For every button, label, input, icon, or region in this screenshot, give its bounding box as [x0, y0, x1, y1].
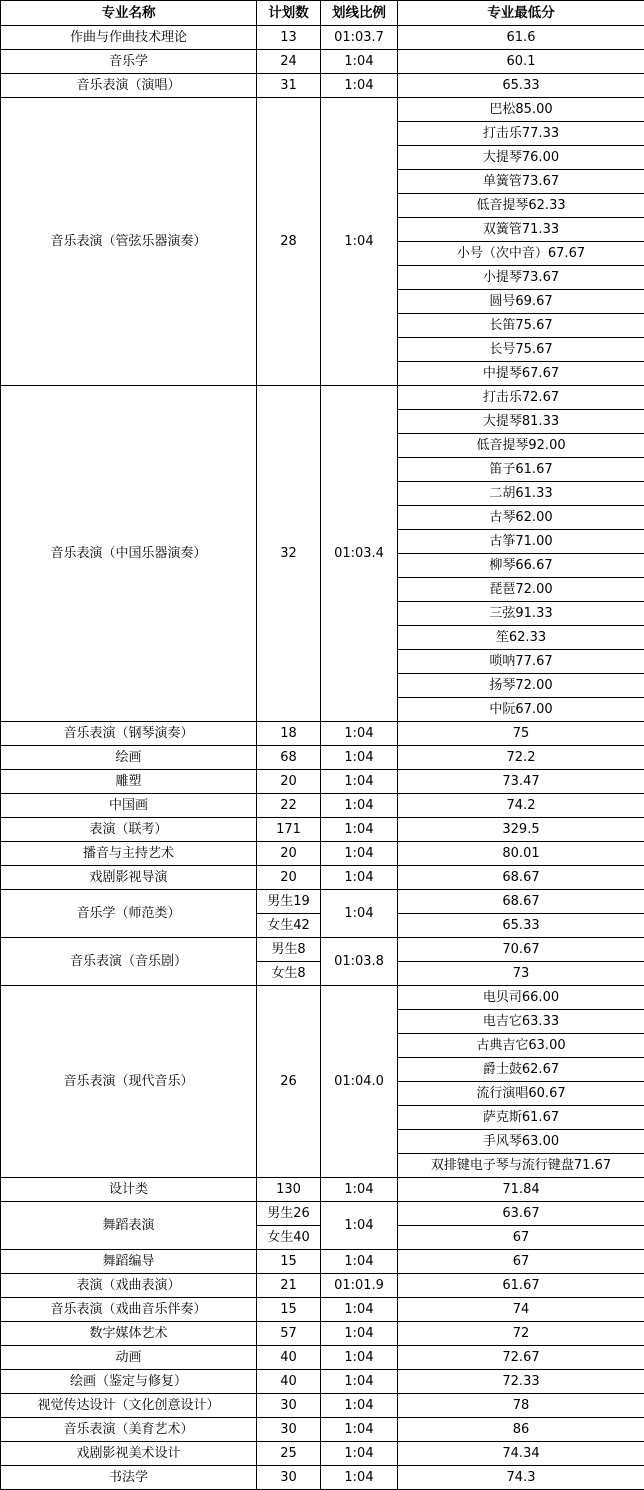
cutoff-ratio-cell: 01:04.0	[321, 986, 398, 1178]
plan-count-cell: 31	[257, 74, 321, 98]
major-name-cell: 设计类	[1, 1178, 257, 1202]
major-name-cell: 中国画	[1, 794, 257, 818]
table-row	[1, 722, 644, 746]
table-row	[1, 1418, 644, 1442]
min-score-cell: 打击乐72.67	[398, 386, 644, 410]
major-name-cell: 动画	[1, 1346, 257, 1370]
cutoff-ratio-cell: 1:04	[321, 74, 398, 98]
min-score-cell: 单簧管73.67	[398, 170, 644, 194]
plan-count-cell: 男生8	[257, 938, 321, 962]
major-name-cell: 数字媒体艺术	[1, 1322, 257, 1346]
plan-count-cell: 25	[257, 1442, 321, 1466]
table-row	[1, 842, 644, 866]
table-row	[1, 26, 644, 50]
min-score-cell: 流行演唱60.67	[398, 1082, 644, 1106]
major-name-cell: 音乐学	[1, 50, 257, 74]
min-score-cell: 74.34	[398, 1442, 644, 1466]
plan-count-cell: 30	[257, 1394, 321, 1418]
table-row	[1, 1202, 644, 1226]
major-name-cell: 音乐表演（美育艺术）	[1, 1418, 257, 1442]
major-name-cell: 音乐表演（演唱）	[1, 74, 257, 98]
plan-count-cell: 130	[257, 1178, 321, 1202]
min-score-cell: 琵琶72.00	[398, 578, 644, 602]
cutoff-ratio-cell: 1:04	[321, 1442, 398, 1466]
min-score-cell: 古筝71.00	[398, 530, 644, 554]
cutoff-ratio-cell: 1:04	[321, 818, 398, 842]
major-name-cell: 舞蹈表演	[1, 1202, 257, 1250]
plan-count-cell: 22	[257, 794, 321, 818]
min-score-cell: 圆号69.67	[398, 290, 644, 314]
major-name-cell: 雕塑	[1, 770, 257, 794]
cutoff-ratio-cell: 1:04	[321, 842, 398, 866]
table-row	[1, 794, 644, 818]
plan-count-cell: 30	[257, 1418, 321, 1442]
table-row	[1, 74, 644, 98]
header-plan-count: 计划数	[257, 1, 321, 26]
cutoff-ratio-cell: 01:03.4	[321, 386, 398, 722]
cutoff-ratio-cell: 1:04	[321, 794, 398, 818]
min-score-cell: 爵士鼓62.67	[398, 1058, 644, 1082]
min-score-cell: 低音提琴62.33	[398, 194, 644, 218]
table-row	[1, 770, 644, 794]
min-score-cell: 三弦91.33	[398, 602, 644, 626]
min-score-cell: 68.67	[398, 890, 644, 914]
table-row	[1, 98, 644, 122]
plan-count-cell: 32	[257, 386, 321, 722]
table-row	[1, 986, 644, 1010]
cutoff-ratio-cell: 1:04	[321, 1346, 398, 1370]
min-score-cell: 63.67	[398, 1202, 644, 1226]
min-score-cell: 72	[398, 1322, 644, 1346]
min-score-cell: 60.1	[398, 50, 644, 74]
table-body	[1, 26, 644, 1490]
table-row	[1, 1274, 644, 1298]
table-row	[1, 50, 644, 74]
min-score-cell: 74.3	[398, 1466, 644, 1490]
plan-count-cell: 171	[257, 818, 321, 842]
plan-count-cell: 28	[257, 98, 321, 386]
min-score-cell: 65.33	[398, 914, 644, 938]
header-major-name: 专业名称	[1, 1, 257, 26]
major-name-cell: 舞蹈编导	[1, 1250, 257, 1274]
min-score-cell: 中提琴67.67	[398, 362, 644, 386]
major-name-cell: 音乐表演（钢琴演奏）	[1, 722, 257, 746]
table-row	[1, 1442, 644, 1466]
cutoff-ratio-cell: 1:04	[321, 1418, 398, 1442]
min-score-cell: 唢呐77.67	[398, 650, 644, 674]
table-row	[1, 1178, 644, 1202]
table-row	[1, 1370, 644, 1394]
table-header	[1, 1, 644, 26]
plan-count-cell: 女生40	[257, 1226, 321, 1250]
min-score-cell: 74	[398, 1298, 644, 1322]
min-score-cell: 小号（次中音）67.67	[398, 242, 644, 266]
plan-count-cell: 21	[257, 1274, 321, 1298]
min-score-cell: 67	[398, 1226, 644, 1250]
cutoff-ratio-cell: 01:03.7	[321, 26, 398, 50]
cutoff-ratio-cell: 1:04	[321, 1466, 398, 1490]
cutoff-ratio-cell: 1:04	[321, 1394, 398, 1418]
plan-count-cell: 30	[257, 1466, 321, 1490]
min-score-cell: 73	[398, 962, 644, 986]
header-row	[1, 1, 644, 26]
min-score-cell: 双排键电子琴与流行键盘71.67	[398, 1154, 644, 1178]
cutoff-ratio-cell: 1:04	[321, 890, 398, 938]
plan-count-cell: 57	[257, 1322, 321, 1346]
min-score-cell: 笛子61.67	[398, 458, 644, 482]
min-score-cell: 大提琴81.33	[398, 410, 644, 434]
major-name-cell: 音乐表演（现代音乐）	[1, 986, 257, 1178]
cutoff-ratio-cell: 1:04	[321, 722, 398, 746]
min-score-cell: 萨克斯61.67	[398, 1106, 644, 1130]
major-name-cell: 绘画（鉴定与修复）	[1, 1370, 257, 1394]
min-score-cell: 大提琴76.00	[398, 146, 644, 170]
min-score-cell: 二胡61.33	[398, 482, 644, 506]
table-row	[1, 746, 644, 770]
cutoff-ratio-cell: 1:04	[321, 1370, 398, 1394]
major-name-cell: 书法学	[1, 1466, 257, 1490]
plan-count-cell: 男生26	[257, 1202, 321, 1226]
min-score-cell: 长笛75.67	[398, 314, 644, 338]
cutoff-ratio-cell: 1:04	[321, 1178, 398, 1202]
min-score-cell: 61.6	[398, 26, 644, 50]
plan-count-cell: 68	[257, 746, 321, 770]
cutoff-ratio-cell: 1:04	[321, 98, 398, 386]
min-score-cell: 低音提琴92.00	[398, 434, 644, 458]
plan-count-cell: 女生8	[257, 962, 321, 986]
major-name-cell: 表演（联考）	[1, 818, 257, 842]
plan-count-cell: 26	[257, 986, 321, 1178]
min-score-cell: 电贝司66.00	[398, 986, 644, 1010]
min-score-cell: 古琴62.00	[398, 506, 644, 530]
table-row	[1, 1250, 644, 1274]
cutoff-ratio-cell: 01:01.9	[321, 1274, 398, 1298]
major-name-cell: 作曲与作曲技术理论	[1, 26, 257, 50]
plan-count-cell: 40	[257, 1346, 321, 1370]
cutoff-ratio-cell: 1:04	[321, 770, 398, 794]
major-name-cell: 音乐表演（中国乐器演奏）	[1, 386, 257, 722]
header-cutoff-ratio: 划线比例	[321, 1, 398, 26]
min-score-cell: 小提琴73.67	[398, 266, 644, 290]
min-score-cell: 古典吉它63.00	[398, 1034, 644, 1058]
cutoff-ratio-cell: 01:03.8	[321, 938, 398, 986]
table-row	[1, 818, 644, 842]
min-score-cell: 78	[398, 1394, 644, 1418]
min-score-cell: 72.2	[398, 746, 644, 770]
plan-count-cell: 20	[257, 770, 321, 794]
plan-count-cell: 15	[257, 1298, 321, 1322]
plan-count-cell: 24	[257, 50, 321, 74]
major-name-cell: 绘画	[1, 746, 257, 770]
min-score-cell: 长号75.67	[398, 338, 644, 362]
cutoff-ratio-cell: 1:04	[321, 1202, 398, 1250]
min-score-cell: 70.67	[398, 938, 644, 962]
cutoff-ratio-cell: 1:04	[321, 746, 398, 770]
plan-count-cell: 40	[257, 1370, 321, 1394]
plan-count-cell: 20	[257, 842, 321, 866]
min-score-cell: 72.33	[398, 1370, 644, 1394]
plan-count-cell: 男生19	[257, 890, 321, 914]
cutoff-ratio-cell: 1:04	[321, 866, 398, 890]
cutoff-ratio-cell: 1:04	[321, 1250, 398, 1274]
major-name-cell: 音乐表演（戏曲音乐伴奏）	[1, 1298, 257, 1322]
major-name-cell: 表演（戏曲表演）	[1, 1274, 257, 1298]
min-score-cell: 75	[398, 722, 644, 746]
cutoff-ratio-cell: 1:04	[321, 50, 398, 74]
plan-count-cell: 20	[257, 866, 321, 890]
min-score-cell: 73.47	[398, 770, 644, 794]
min-score-cell: 柳琴66.67	[398, 554, 644, 578]
table-row	[1, 866, 644, 890]
min-score-cell: 329.5	[398, 818, 644, 842]
min-score-cell: 68.67	[398, 866, 644, 890]
table-row	[1, 890, 644, 914]
min-score-cell: 72.67	[398, 1346, 644, 1370]
major-name-cell: 播音与主持艺术	[1, 842, 257, 866]
min-score-cell: 巴松85.00	[398, 98, 644, 122]
table-row	[1, 1394, 644, 1418]
min-score-cell: 手风琴63.00	[398, 1130, 644, 1154]
plan-count-cell: 15	[257, 1250, 321, 1274]
table-row	[1, 1466, 644, 1490]
header-min-score: 专业最低分	[398, 1, 644, 26]
plan-count-cell: 女生42	[257, 914, 321, 938]
cutoff-ratio-cell: 1:04	[321, 1322, 398, 1346]
major-name-cell: 音乐表演（音乐剧）	[1, 938, 257, 986]
cutoff-ratio-cell: 1:04	[321, 1298, 398, 1322]
table-row	[1, 1322, 644, 1346]
min-score-cell: 67	[398, 1250, 644, 1274]
major-name-cell: 戏剧影视导演	[1, 866, 257, 890]
min-score-cell: 打击乐77.33	[398, 122, 644, 146]
min-score-cell: 71.84	[398, 1178, 644, 1202]
min-score-cell: 74.2	[398, 794, 644, 818]
major-name-cell: 音乐表演（管弦乐器演奏）	[1, 98, 257, 386]
min-score-cell: 中阮67.00	[398, 698, 644, 722]
major-name-cell: 视觉传达设计（文化创意设计）	[1, 1394, 257, 1418]
min-score-cell: 61.67	[398, 1274, 644, 1298]
min-score-cell: 扬琴72.00	[398, 674, 644, 698]
table-row	[1, 386, 644, 410]
plan-count-cell: 13	[257, 26, 321, 50]
table-row	[1, 1298, 644, 1322]
major-name-cell: 音乐学（师范类）	[1, 890, 257, 938]
min-score-cell: 80.01	[398, 842, 644, 866]
min-score-cell: 笙62.33	[398, 626, 644, 650]
major-name-cell: 戏剧影视美术设计	[1, 1442, 257, 1466]
min-score-cell: 65.33	[398, 74, 644, 98]
min-score-cell: 双簧管71.33	[398, 218, 644, 242]
table-row	[1, 1346, 644, 1370]
plan-count-cell: 18	[257, 722, 321, 746]
table-row	[1, 938, 644, 962]
min-score-cell: 电吉它63.33	[398, 1010, 644, 1034]
min-score-cell: 86	[398, 1418, 644, 1442]
